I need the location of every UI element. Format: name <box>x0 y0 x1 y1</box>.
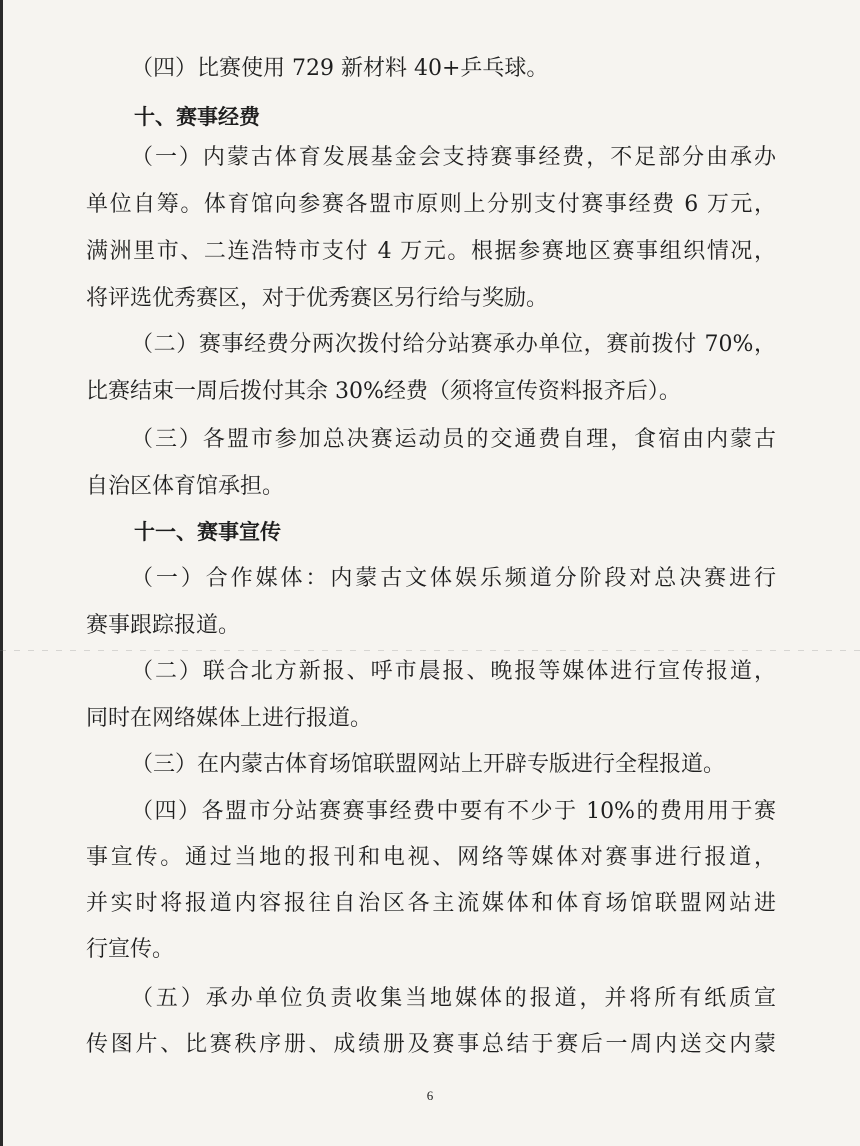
section-heading: 十、赛事经费 <box>134 105 260 129</box>
section-heading: 十一、赛事宣传 <box>134 520 281 544</box>
paragraph-line: （四）各盟市分站赛赛事经费中要有不少于 10%的费用用于赛 <box>131 799 776 824</box>
paragraph-line: （三）各盟市参加总决赛运动员的交通费自理，食宿由内蒙古 <box>131 427 776 452</box>
paragraph-line: 并实时将报道内容报往自治区各主流媒体和体育场馆联盟网站进 <box>86 891 776 916</box>
paragraph-line: （二）赛事经费分两次拨付给分站赛承办单位，赛前拨付 70%， <box>131 332 776 357</box>
paragraph-line: （二）联合北方新报、呼市晨报、晚报等媒体进行宣传报道， <box>131 659 776 684</box>
scan-edge <box>0 0 3 1146</box>
paragraph-line: （一）内蒙古体育发展基金会支持赛事经费，不足部分由承办 <box>131 145 776 170</box>
paragraph-line: （四）比赛使用 729 新材料 40+乒乓球。 <box>131 56 549 81</box>
paragraph-line: 自治区体育馆承担。 <box>86 474 285 499</box>
paragraph-line: 赛事跟踪报道。 <box>86 613 241 638</box>
page-number: 6 <box>426 1088 434 1103</box>
paragraph-line: 将评选优秀赛区，对于优秀赛区另行给与奖励。 <box>86 286 549 311</box>
paragraph-line: （一）合作媒体：内蒙古文体娱乐频道分阶段对总决赛进行 <box>131 566 776 591</box>
paragraph-line: （五）承办单位负责收集当地媒体的报道，并将所有纸质宣 <box>131 986 776 1011</box>
paragraph-line: （三）在内蒙古体育场馆联盟网站上开辟专版进行全程报道。 <box>131 752 726 777</box>
paragraph-line: 比赛结束一周后拨付其余 30%经费（须将宣传资料报齐后）。 <box>86 379 681 404</box>
paragraph-line: 事宣传。通过当地的报刊和电视、网络等媒体对赛事进行报道， <box>86 845 776 870</box>
paragraph-line: 行宣传。 <box>86 937 175 962</box>
paragraph-line: 单位自筹。体育馆向参赛各盟市原则上分别支付赛事经费 6 万元， <box>86 192 776 217</box>
paragraph-line: 同时在网络媒体上进行报道。 <box>86 706 373 731</box>
paragraph-line: 传图片、比赛秩序册、成绩册及赛事总结于赛后一周内送交内蒙 <box>86 1032 776 1057</box>
paragraph-line: 满洲里市、二连浩特市支付 4 万元。根据参赛地区赛事组织情况， <box>86 239 776 264</box>
scan-artifact <box>0 650 860 651</box>
